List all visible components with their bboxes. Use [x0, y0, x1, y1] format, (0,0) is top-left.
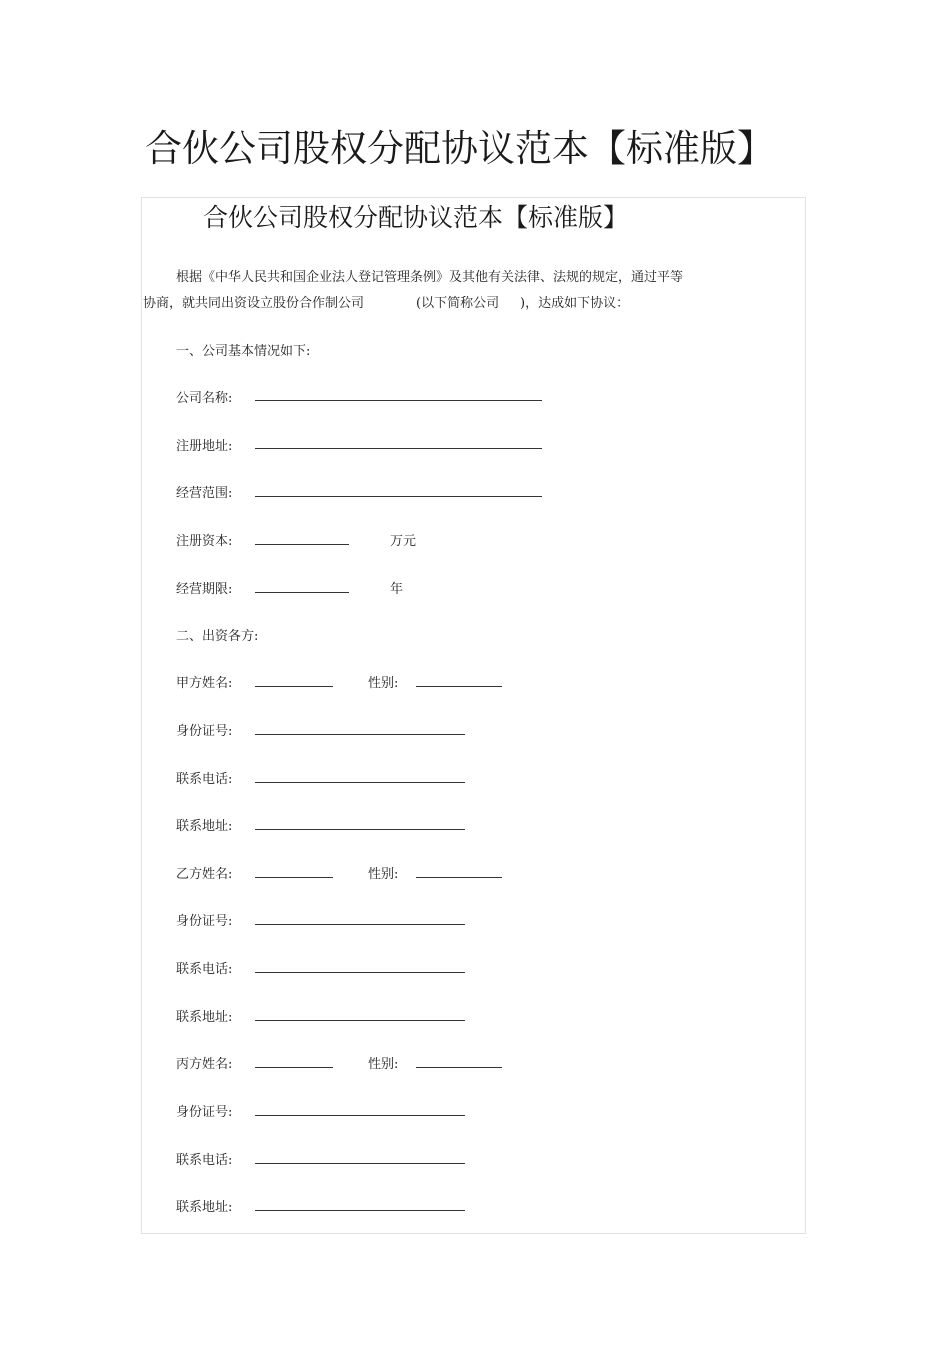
- party-c-name-field[interactable]: [255, 1067, 333, 1068]
- party-b-gender-label: 性别:: [368, 867, 399, 882]
- party-a-id-label: 身份证号:: [176, 724, 233, 739]
- intro-paragraph-line-1: 根据《中华人民共和国企业法人登记管理条例》及其他有关法律、法规的规定，通过平等: [176, 270, 684, 285]
- registered-capital-field[interactable]: [255, 544, 349, 545]
- page-title: 合伙公司股权分配协议范本【标准版】: [145, 127, 774, 170]
- party-a-gender-label: 性别:: [368, 676, 399, 691]
- party-b-address-field[interactable]: [255, 1020, 465, 1021]
- party-a-phone-label: 联系电话:: [176, 772, 233, 787]
- business-term-label: 经营期限:: [176, 582, 233, 597]
- party-c-id-label: 身份证号:: [176, 1105, 233, 1120]
- party-c-phone-label: 联系电话:: [176, 1153, 233, 1168]
- intro-paragraph-line-2a: 协商，就共同出资设立股份合作制公司: [143, 296, 365, 311]
- intro-paragraph-line-2c: )，达成如下协议：: [520, 296, 630, 311]
- party-b-address-label: 联系地址:: [176, 1010, 233, 1025]
- party-a-id-field[interactable]: [255, 734, 465, 735]
- party-b-gender-field[interactable]: [416, 877, 502, 878]
- party-b-id-label: 身份证号:: [176, 914, 233, 929]
- party-b-id-field[interactable]: [255, 924, 465, 925]
- party-b-phone-field[interactable]: [255, 972, 465, 973]
- party-c-gender-label: 性别:: [368, 1057, 399, 1072]
- party-c-address-label: 联系地址:: [176, 1200, 233, 1215]
- capital-unit: 万元: [390, 534, 417, 549]
- party-a-gender-field[interactable]: [416, 686, 502, 687]
- party-a-phone-field[interactable]: [255, 782, 465, 783]
- section-heading-company: 一、公司基本情况如下:: [176, 344, 311, 359]
- party-b-name-field[interactable]: [255, 877, 333, 878]
- party-c-id-field[interactable]: [255, 1115, 465, 1116]
- term-unit: 年: [390, 582, 404, 597]
- party-b-phone-label: 联系电话:: [176, 962, 233, 977]
- party-a-address-field[interactable]: [255, 829, 465, 830]
- business-scope-label: 经营范围:: [176, 486, 233, 501]
- party-c-phone-field[interactable]: [255, 1163, 465, 1164]
- registered-capital-label: 注册资本:: [176, 534, 233, 549]
- intro-paragraph-line-2b: (以下简称公司: [416, 296, 500, 311]
- company-name-label: 公司名称:: [176, 391, 233, 406]
- business-scope-field[interactable]: [255, 496, 542, 497]
- document-inner-title: 合伙公司股权分配协议范本【标准版】: [203, 203, 629, 232]
- party-a-address-label: 联系地址:: [176, 819, 233, 834]
- party-c-address-field[interactable]: [255, 1210, 465, 1211]
- registered-address-field[interactable]: [255, 448, 542, 449]
- party-c-gender-field[interactable]: [416, 1067, 502, 1068]
- business-term-field[interactable]: [255, 592, 349, 593]
- registered-address-label: 注册地址:: [176, 439, 233, 454]
- party-a-name-field[interactable]: [255, 686, 333, 687]
- section-heading-parties: 二、出资各方:: [176, 629, 259, 644]
- party-b-name-label: 乙方姓名:: [176, 867, 233, 882]
- party-c-name-label: 丙方姓名:: [176, 1057, 233, 1072]
- party-a-name-label: 甲方姓名:: [176, 676, 233, 691]
- company-name-field[interactable]: [255, 400, 542, 401]
